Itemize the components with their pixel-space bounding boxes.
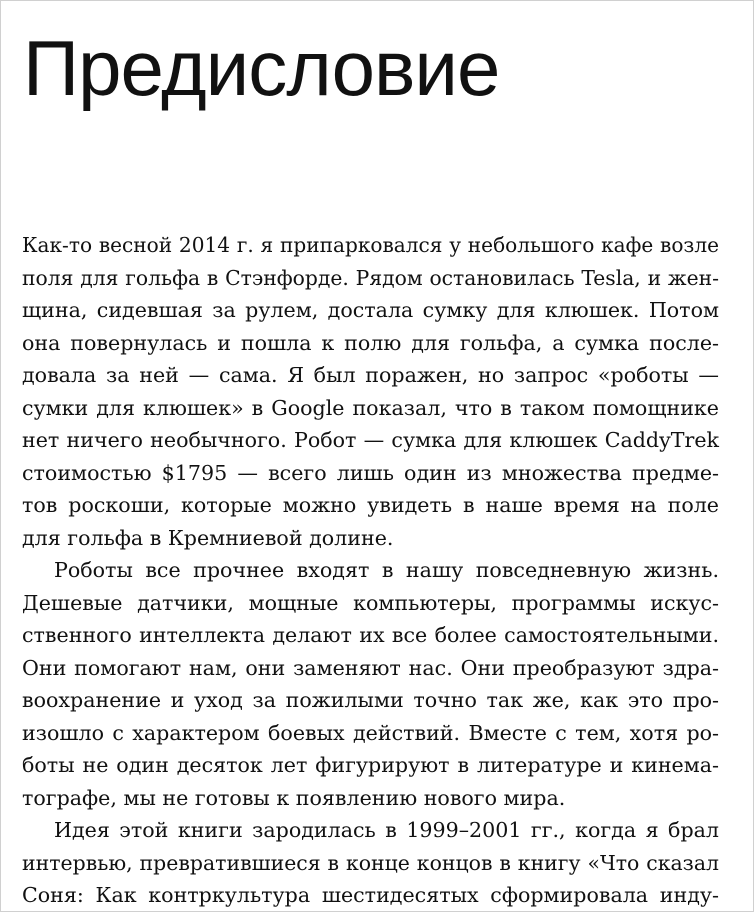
text-line: для гольфа в Кремниевой долине. xyxy=(22,525,394,550)
text-line: ственного интеллекта делают их все более самостоятельными. xyxy=(22,623,719,647)
paragraph-1 xyxy=(22,229,719,554)
text-line: довала за ней — сама. Я был поражен, но запрос «роботы — xyxy=(22,363,719,387)
paragraph-2 xyxy=(22,554,719,814)
text-line: Они помогают нам, они заменяют нас. Они преобразуют здра- xyxy=(22,655,719,680)
chapter-title: Предисловие xyxy=(23,24,500,112)
text-line: стоимостью $1795 — всего лишь один из множества предме- xyxy=(22,460,719,485)
text-line: Как-то весной 2014 г. я припарковался у небольшого кафе возле xyxy=(22,233,719,257)
text-line: Дешевые датчики, мощные компьютеры, программы искус- xyxy=(22,590,719,615)
text-line: тографе, мы не готовы к появлению нового мира. xyxy=(22,785,566,810)
text-line: Соня: Как контркультура шестидесятых сформировала инду- xyxy=(22,883,719,907)
body-text xyxy=(22,229,719,912)
text-line: тов роскоши, которые можно увидеть в наше время на поле xyxy=(22,493,719,517)
text-line: изошло с характером боевых действий. Вместе с тем, хотя ро- xyxy=(22,720,719,745)
text-line: нет ничего необычного. Робот — сумка для клюшек CaddyTrek xyxy=(22,428,719,452)
text-line: она повернулась и пошла к полю для гольфа, а сумка после- xyxy=(22,330,719,355)
text-line: Роботы все прочнее входят в нашу повседневную жизнь. xyxy=(54,558,719,582)
text-line: поля для гольфа в Стэнфорде. Рядом остановилась Tesla, и жен- xyxy=(22,265,719,290)
text-line: боты не один десяток лет фигурируют в литературе и кинема- xyxy=(22,753,719,777)
text-line: щина, сидевшая за рулем, достала сумку для клюшек. Потом xyxy=(22,298,719,322)
text-line: воохранение и уход за пожилыми точно так же, как это про- xyxy=(22,688,719,712)
text-line: интервью, превратившиеся в конце концов в книгу «Что сказал xyxy=(22,850,719,875)
text-line: Идея этой книги зародилась в 1999–2001 гг., когда я брал xyxy=(54,818,719,842)
text-line: сумки для клюшек» в Google показал, что в таком помощнике xyxy=(22,395,719,420)
paragraph-3 xyxy=(22,814,719,912)
